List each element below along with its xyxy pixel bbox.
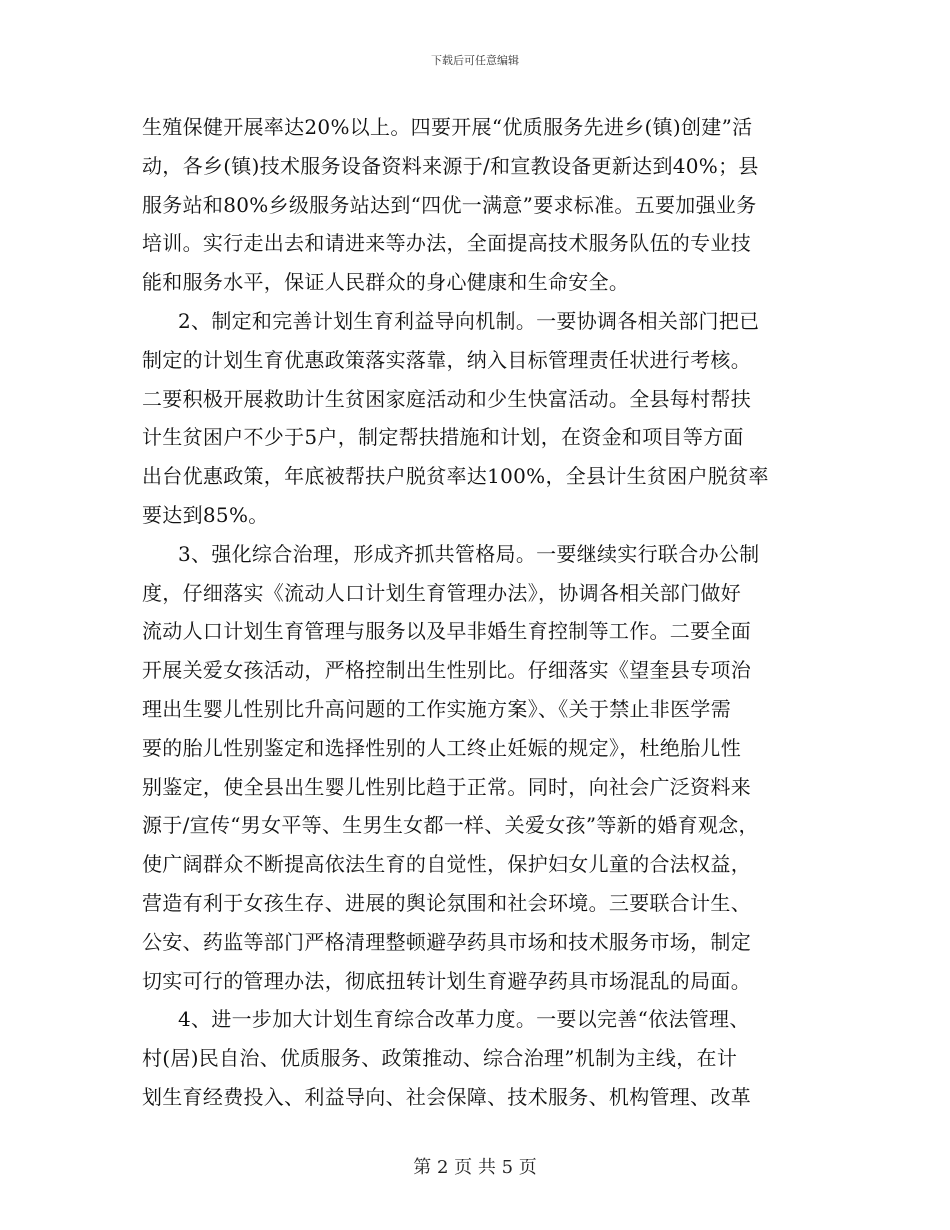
text-line: 2、制定和完善计划生育利益导向机制。一要协调各相关部门把已 <box>178 308 760 333</box>
text-line: 出台优惠政策，年底被帮扶户脱贫率达100%，全县计生贫困户脱贫率 <box>142 464 769 489</box>
text-line: 生殖保健开展率达20%以上。四要开展“优质服务先进乡(镇)创建”活 <box>142 115 753 139</box>
text-line: 培训。实行走出去和请进来等办法，全面提高技术服务队伍的专业技 <box>142 231 751 256</box>
text-line: 开展关爱女孩活动，严格控制出生性别比。仔细落实《望奎县专项治 <box>142 658 751 683</box>
text-line: 3、强化综合治理，形成齐抓共管格局。一要继续实行联合办公制 <box>178 541 760 566</box>
text-line: 切实可行的管理办法，彻底扭转计划生育避孕药具市场混乱的局面。 <box>142 968 751 993</box>
text-line: 要达到85%。 <box>142 502 269 527</box>
page-header: 下载后可任意编辑 <box>431 54 519 67</box>
text-line: 公安、药监等部门严格清理整顿避孕药具市场和技术服务市场，制定 <box>142 929 751 954</box>
text-line: 度，仔细落实《流动人口计划生育管理办法》，协调各相关部门做好 <box>142 580 741 605</box>
text-line: 使广阔群众不断提高依法生育的自觉性，保护妇女儿童的合法权益， <box>142 852 751 877</box>
text-line: 服务站和80%乡级服务站达到“四优一满意”要求标准。五要加强业务 <box>142 192 757 217</box>
text-line: 制定的计划生育优惠政策落实落靠，纳入目标管理责任状进行考核。 <box>142 347 751 372</box>
text-line: 源于/宣传“男女平等、生男生女都一样、关爱女孩”等新的婚育观念， <box>142 813 759 838</box>
text-line: 村(居)民自治、优质服务、政策推动、综合治理”机制为主线，在计 <box>142 1046 738 1071</box>
text-line: 营造有利于女孩生存、进展的舆论氛围和社会环境。三要联合计生、 <box>142 890 751 915</box>
text-line: 要的胎儿性别鉴定和选择性别的人工终止妊娠的规定》，杜绝胎儿性 <box>142 735 741 760</box>
text-line: 二要积极开展救助计生贫困家庭活动和少生快富活动。全县每村帮扶 <box>142 386 751 411</box>
text-line: 动，各乡(镇)技术服务设备资料来源于/和宣教设备更新达到40%；县 <box>142 153 759 178</box>
document-body <box>142 108 812 1117</box>
text-line: 别鉴定，使全县出生婴儿性别比趋于正常。同时，向社会广泛资料来 <box>142 774 751 799</box>
text-line: 4、进一步加大计划生育综合改革力度。一要以完善“依法管理、 <box>178 1007 750 1032</box>
text-line: 能和服务水平，保证人民群众的身心健康和生命安全。 <box>142 270 630 295</box>
text-line: 划生育经费投入、利益导向、社会保障、技术服务、机构管理、改革 <box>142 1084 751 1109</box>
page-number: 第 2 页 共 5 页 <box>413 1157 537 1178</box>
text-line: 流动人口计划生育管理与服务以及早非婚生育控制等工作。二要全面 <box>142 619 751 644</box>
text-line: 计生贫困户不少于5户，制定帮扶措施和计划，在资金和项目等方面 <box>142 425 744 450</box>
text-line: 理出生婴儿性别比升高问题的工作实施方案》、《关于禁止非医学需 <box>142 696 731 721</box>
